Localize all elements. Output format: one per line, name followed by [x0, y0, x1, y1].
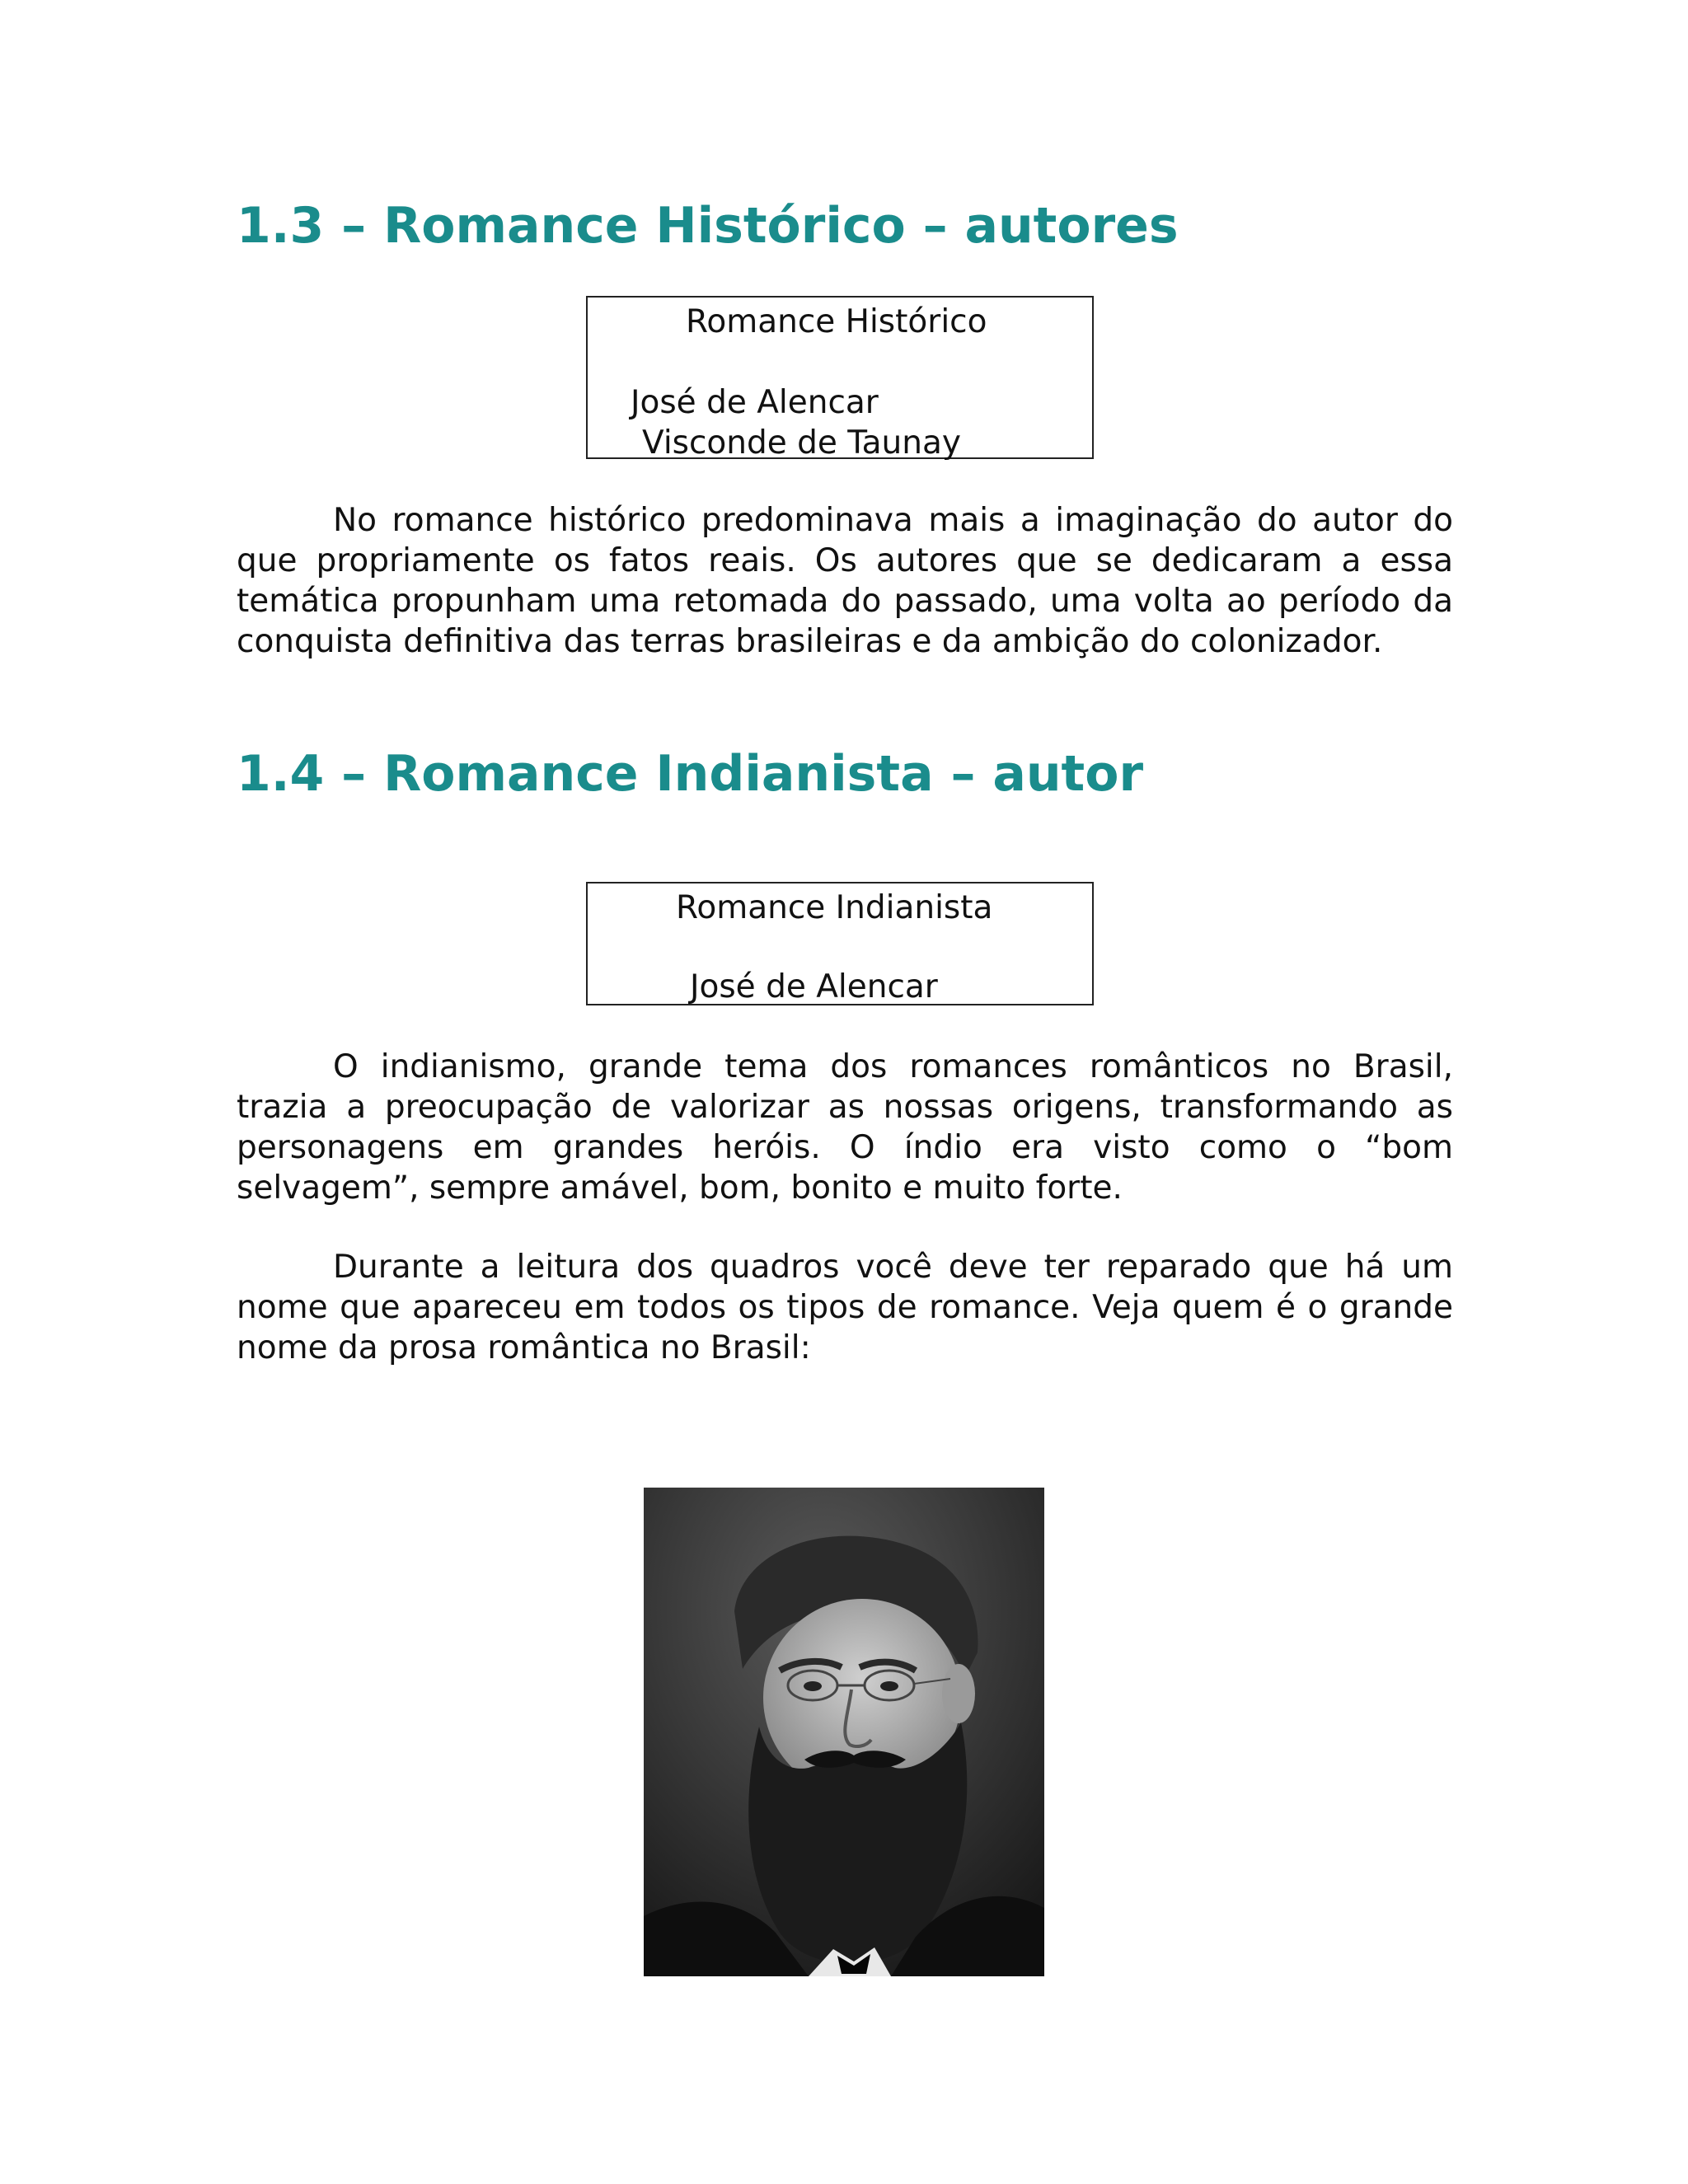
romance-indianista-box [586, 882, 1094, 1005]
author-portrait-photo [644, 1488, 1044, 1976]
paragraph-romance-historico: No romance histórico predominava mais a imaginação do autor do que propriamente os fatos reais. Os autores que se dedicaram a essa temática propunham uma retomada do passado, uma volta ao período da conquista definitiva das terras brasileiras e da ambição do colonizador. [237, 502, 1453, 660]
box-title: Romance Indianista [676, 889, 993, 926]
box-author: José de Alencar [690, 968, 938, 1005]
paragraph-indianismo: O indianismo, grande tema dos romances românticos no Brasil, trazia a preocupação de valorizar as nossas origens, transformando as personagens em grandes heróis. O índio era visto como o “bom selvagem”, sempre amável, bom, bonito e muito forte. [237, 1048, 1453, 1207]
box-author: Visconde de Taunay [642, 424, 961, 462]
romance-historico-box [586, 296, 1094, 462]
box-title: Romance Histórico [686, 303, 987, 340]
paragraph-grande-nome: Durante a leitura dos quadros você deve ter reparado que há um nome que apareceu em todos os tipos de romance. Veja quem é o grande nome da prosa romântica no Brasil: [237, 1249, 1453, 1366]
box-author: José de Alencar [631, 384, 879, 421]
section-heading-romance-indianista: 1.4 – Romance Indianista – autor [237, 745, 1144, 803]
section-heading-romance-historico: 1.3 – Romance Histórico – autores [237, 197, 1179, 255]
